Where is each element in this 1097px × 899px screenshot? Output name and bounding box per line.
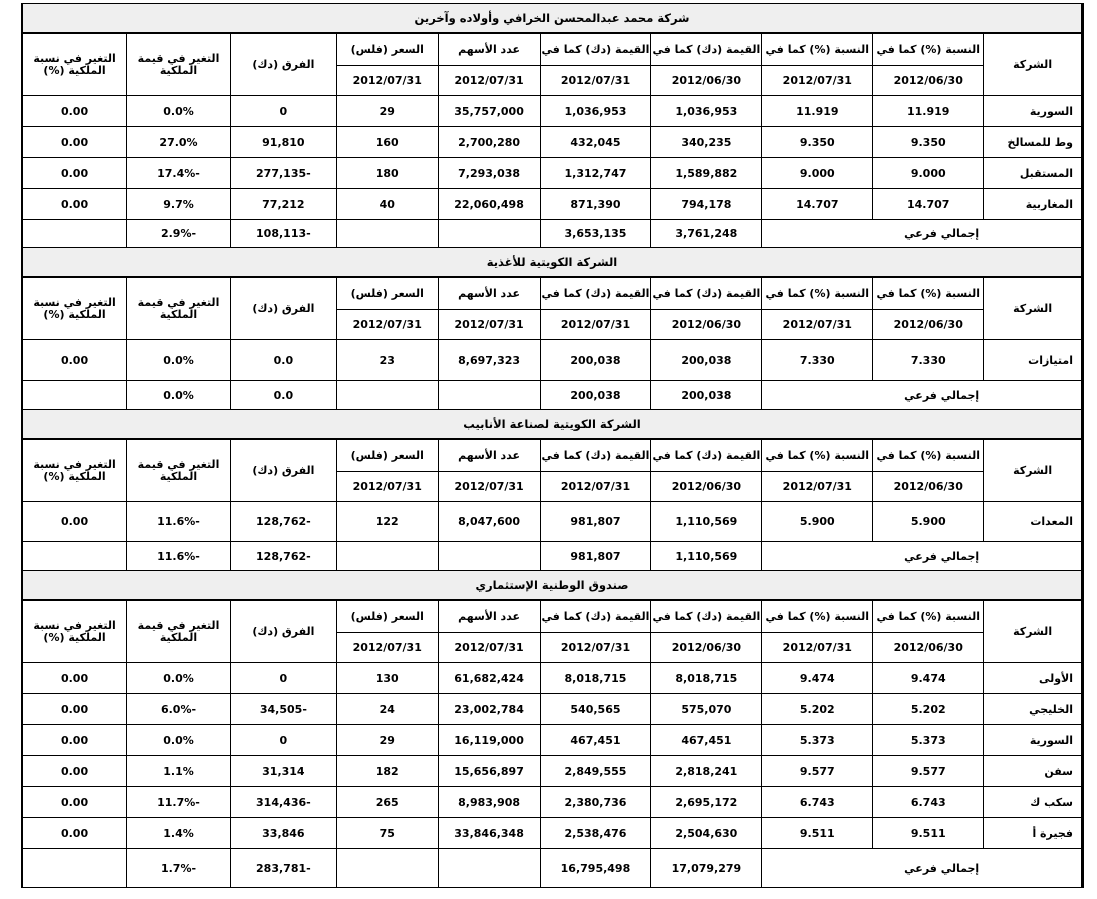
- date-jun: 2012/06/30: [873, 66, 984, 96]
- cell-pct-jul: 6.743: [762, 787, 873, 818]
- header-price: السعر (فلس): [336, 33, 438, 66]
- header-chg-pct: التغير في نسبة الملكية (%): [23, 33, 127, 96]
- subtotal-row: [23, 542, 1082, 571]
- cell-pct-jun: 9.000: [873, 158, 984, 189]
- cell-val-jul: 432,045: [540, 127, 651, 158]
- section-title-row: [23, 4, 1082, 34]
- cell-val-jun: 8,018,715: [651, 663, 762, 694]
- header-pct-jun: النسبة (%) كما في: [873, 600, 984, 633]
- subtotal-diff: -283,781: [230, 849, 336, 888]
- section-title: الشركة الكويتية لصناعة الأنابيب: [23, 410, 1082, 440]
- cell-chg-pct: 0.00: [23, 756, 127, 787]
- cell-chg-val: 0.0%: [127, 96, 231, 127]
- section-title: شركة محمد عبدالمحسن الخرافي وأولاده وآخرين: [23, 4, 1082, 34]
- cell-chg-pct: 0.00: [23, 502, 127, 542]
- cell-chg-pct: 0.00: [23, 340, 127, 381]
- cell-chg-pct: 0.00: [23, 127, 127, 158]
- header-price: السعر (فلس): [336, 439, 438, 472]
- date-jul: 2012/07/31: [438, 66, 540, 96]
- header-company: الشركة: [984, 600, 1082, 663]
- cell-pct-jul: 9.577: [762, 756, 873, 787]
- date-jul: 2012/07/31: [762, 472, 873, 502]
- header-val-jul: القيمة (دك) كما في: [540, 600, 651, 633]
- table-row: [23, 663, 1082, 694]
- table-row: [23, 96, 1082, 127]
- cell-chg-val: 0.0%: [127, 663, 231, 694]
- cell-val-jun: 1,110,569: [651, 502, 762, 542]
- subtotal-shares-empty: [438, 220, 540, 248]
- date-jul: 2012/07/31: [540, 310, 651, 340]
- cell-pct-jul: 9.000: [762, 158, 873, 189]
- table-row: [23, 756, 1082, 787]
- header-shares: عدد الأسهم: [438, 439, 540, 472]
- header-chg-val: التغير في قيمة الملكية: [127, 33, 231, 96]
- header-company: الشركة: [984, 439, 1082, 502]
- cell-diff: 91,810: [230, 127, 336, 158]
- header-pct-jun: النسبة (%) كما في: [873, 277, 984, 310]
- cell-val-jul: 981,807: [540, 502, 651, 542]
- cell-shares: 16,119,000: [438, 725, 540, 756]
- table-row: [23, 340, 1082, 381]
- header-company: الشركة: [984, 277, 1082, 340]
- cell-company: سكب ك: [984, 787, 1082, 818]
- date-jul: 2012/07/31: [438, 633, 540, 663]
- cell-chg-pct: 0.00: [23, 158, 127, 189]
- column-header-row: [23, 600, 1082, 633]
- cell-price: 265: [336, 787, 438, 818]
- cell-company: سفن: [984, 756, 1082, 787]
- header-val-jun: القيمة (دك) كما في: [651, 277, 762, 310]
- date-jul: 2012/07/31: [540, 66, 651, 96]
- cell-diff: 0: [230, 96, 336, 127]
- header-diff: الفرق (دك): [230, 33, 336, 96]
- table-row: [23, 158, 1082, 189]
- cell-shares: 2,700,280: [438, 127, 540, 158]
- cell-diff: 77,212: [230, 189, 336, 220]
- cell-val-jun: 575,070: [651, 694, 762, 725]
- subtotal-chg-pct-empty: [23, 542, 127, 571]
- table-row: [23, 787, 1082, 818]
- cell-pct-jun: 11.919: [873, 96, 984, 127]
- section-title-row: [23, 410, 1082, 440]
- header-chg-val: التغير في قيمة الملكية: [127, 277, 231, 340]
- cell-diff: -277,135: [230, 158, 336, 189]
- cell-shares: 8,697,323: [438, 340, 540, 381]
- cell-shares: 7,293,038: [438, 158, 540, 189]
- cell-chg-pct: 0.00: [23, 96, 127, 127]
- subtotal-diff: 0.0: [230, 381, 336, 410]
- subtotal-val-jul: 200,038: [540, 381, 651, 410]
- cell-company: امتيازات: [984, 340, 1082, 381]
- cell-pct-jul: 5.900: [762, 502, 873, 542]
- cell-price: 29: [336, 96, 438, 127]
- subtotal-label: إجمالي فرعي: [762, 381, 1082, 410]
- date-jun: 2012/06/30: [873, 310, 984, 340]
- subtotal-shares-empty: [438, 849, 540, 888]
- cell-pct-jun: 14.707: [873, 189, 984, 220]
- cell-company: وط للمسالخ: [984, 127, 1082, 158]
- cell-price: 180: [336, 158, 438, 189]
- subtotal-row: [23, 849, 1082, 888]
- cell-val-jul: 200,038: [540, 340, 651, 381]
- subtotal-diff: -108,113: [230, 220, 336, 248]
- cell-price: 23: [336, 340, 438, 381]
- cell-val-jul: 1,312,747: [540, 158, 651, 189]
- cell-company: السورية: [984, 725, 1082, 756]
- cell-val-jun: 467,451: [651, 725, 762, 756]
- cell-pct-jul: 9.350: [762, 127, 873, 158]
- subtotal-val-jul: 16,795,498: [540, 849, 651, 888]
- header-val-jul: القيمة (دك) كما في: [540, 33, 651, 66]
- cell-pct-jun: 9.350: [873, 127, 984, 158]
- cell-company: فجيرة أ: [984, 818, 1082, 849]
- subtotal-chg-pct-empty: [23, 849, 127, 888]
- cell-diff: 0.0: [230, 340, 336, 381]
- cell-val-jun: 200,038: [651, 340, 762, 381]
- table-row: [23, 818, 1082, 849]
- cell-price: 24: [336, 694, 438, 725]
- cell-diff: 33,846: [230, 818, 336, 849]
- ownership-report-sheet: [21, 3, 1084, 888]
- subtotal-shares-empty: [438, 381, 540, 410]
- date-jul: 2012/07/31: [762, 66, 873, 96]
- subtotal-row: [23, 381, 1082, 410]
- header-diff: الفرق (دك): [230, 277, 336, 340]
- cell-pct-jun: 9.577: [873, 756, 984, 787]
- header-chg-val: التغير في قيمة الملكية: [127, 600, 231, 663]
- section-title-row: [23, 571, 1082, 601]
- cell-shares: 33,846,348: [438, 818, 540, 849]
- cell-chg-pct: 0.00: [23, 787, 127, 818]
- date-jun: 2012/06/30: [651, 310, 762, 340]
- column-header-row: [23, 277, 1082, 310]
- cell-price: 122: [336, 502, 438, 542]
- subtotal-val-jul: 3,653,135: [540, 220, 651, 248]
- subtotal-label: إجمالي فرعي: [762, 542, 1082, 571]
- header-val-jul: القيمة (دك) كما في: [540, 439, 651, 472]
- cell-chg-val: 1.4%: [127, 818, 231, 849]
- date-jul: 2012/07/31: [762, 310, 873, 340]
- column-header-row: [23, 33, 1082, 66]
- date-jul: 2012/07/31: [540, 633, 651, 663]
- header-company: الشركة: [984, 33, 1082, 96]
- cell-shares: 15,656,897: [438, 756, 540, 787]
- cell-val-jun: 340,235: [651, 127, 762, 158]
- cell-val-jul: 467,451: [540, 725, 651, 756]
- subtotal-chg-pct-empty: [23, 220, 127, 248]
- cell-chg-val: 27.0%: [127, 127, 231, 158]
- date-jul: 2012/07/31: [336, 633, 438, 663]
- cell-val-jun: 2,818,241: [651, 756, 762, 787]
- cell-diff: 31,314: [230, 756, 336, 787]
- cell-shares: 8,983,908: [438, 787, 540, 818]
- cell-chg-pct: 0.00: [23, 694, 127, 725]
- cell-pct-jul: 9.511: [762, 818, 873, 849]
- date-jun: 2012/06/30: [651, 633, 762, 663]
- header-pct-jul: النسبة (%) كما في: [762, 439, 873, 472]
- date-jul: 2012/07/31: [438, 472, 540, 502]
- cell-company: المغاربية: [984, 189, 1082, 220]
- cell-diff: 0: [230, 725, 336, 756]
- cell-company: المعدات: [984, 502, 1082, 542]
- date-jul: 2012/07/31: [540, 472, 651, 502]
- subtotal-chg-val: -1.7%: [127, 849, 231, 888]
- table-row: [23, 127, 1082, 158]
- cell-chg-val: -6.0%: [127, 694, 231, 725]
- cell-chg-pct: 0.00: [23, 189, 127, 220]
- cell-shares: 22,060,498: [438, 189, 540, 220]
- date-jul: 2012/07/31: [438, 310, 540, 340]
- cell-pct-jun: 6.743: [873, 787, 984, 818]
- header-shares: عدد الأسهم: [438, 600, 540, 633]
- header-chg-pct: التغير في نسبة الملكية (%): [23, 439, 127, 502]
- cell-price: 75: [336, 818, 438, 849]
- cell-chg-val: 0.0%: [127, 340, 231, 381]
- cell-pct-jun: 5.202: [873, 694, 984, 725]
- cell-pct-jun: 7.330: [873, 340, 984, 381]
- header-val-jun: القيمة (دك) كما في: [651, 33, 762, 66]
- cell-shares: 8,047,600: [438, 502, 540, 542]
- cell-pct-jul: 5.202: [762, 694, 873, 725]
- subtotal-val-jul: 981,807: [540, 542, 651, 571]
- section-title: صندوق الوطنية الإستثماري: [23, 571, 1082, 601]
- subtotal-chg-pct-empty: [23, 381, 127, 410]
- date-jul: 2012/07/31: [762, 633, 873, 663]
- cell-shares: 23,002,784: [438, 694, 540, 725]
- cell-company: السورية: [984, 96, 1082, 127]
- header-diff: الفرق (دك): [230, 600, 336, 663]
- cell-price: 40: [336, 189, 438, 220]
- cell-pct-jun: 5.373: [873, 725, 984, 756]
- section-title-row: [23, 248, 1082, 278]
- cell-val-jul: 8,018,715: [540, 663, 651, 694]
- header-price: السعر (فلس): [336, 277, 438, 310]
- cell-val-jul: 1,036,953: [540, 96, 651, 127]
- header-val-jun: القيمة (دك) كما في: [651, 600, 762, 633]
- cell-price: 160: [336, 127, 438, 158]
- cell-pct-jun: 5.900: [873, 502, 984, 542]
- cell-pct-jul: 5.373: [762, 725, 873, 756]
- date-jun: 2012/06/30: [873, 472, 984, 502]
- cell-shares: 61,682,424: [438, 663, 540, 694]
- subtotal-chg-val: -2.9%: [127, 220, 231, 248]
- cell-chg-val: 9.7%: [127, 189, 231, 220]
- cell-chg-val: 0.0%: [127, 725, 231, 756]
- subtotal-price-empty: [336, 542, 438, 571]
- cell-chg-pct: 0.00: [23, 663, 127, 694]
- cell-val-jun: 794,178: [651, 189, 762, 220]
- cell-val-jul: 540,565: [540, 694, 651, 725]
- date-jun: 2012/06/30: [873, 633, 984, 663]
- section-title: الشركة الكويتية للأغذية: [23, 248, 1082, 278]
- table-row: [23, 725, 1082, 756]
- date-jul: 2012/07/31: [336, 310, 438, 340]
- subtotal-chg-val: 0.0%: [127, 381, 231, 410]
- subtotal-chg-val: -11.6%: [127, 542, 231, 571]
- header-pct-jun: النسبة (%) كما في: [873, 33, 984, 66]
- header-shares: عدد الأسهم: [438, 33, 540, 66]
- table-row: [23, 502, 1082, 542]
- cell-company: المستقبل: [984, 158, 1082, 189]
- header-pct-jun: النسبة (%) كما في: [873, 439, 984, 472]
- subtotal-price-empty: [336, 381, 438, 410]
- subtotal-shares-empty: [438, 542, 540, 571]
- cell-price: 130: [336, 663, 438, 694]
- cell-val-jul: 2,849,555: [540, 756, 651, 787]
- header-pct-jul: النسبة (%) كما في: [762, 33, 873, 66]
- header-pct-jul: النسبة (%) كما في: [762, 600, 873, 633]
- subtotal-diff: -128,762: [230, 542, 336, 571]
- cell-pct-jul: 11.919: [762, 96, 873, 127]
- subtotal-label: إجمالي فرعي: [762, 220, 1082, 248]
- date-jul: 2012/07/31: [336, 472, 438, 502]
- cell-pct-jul: 9.474: [762, 663, 873, 694]
- column-header-row: [23, 439, 1082, 472]
- cell-chg-pct: 0.00: [23, 725, 127, 756]
- cell-pct-jul: 7.330: [762, 340, 873, 381]
- header-pct-jul: النسبة (%) كما في: [762, 277, 873, 310]
- ownership-table: [22, 3, 1082, 888]
- cell-diff: -314,436: [230, 787, 336, 818]
- cell-pct-jun: 9.511: [873, 818, 984, 849]
- cell-val-jul: 2,538,476: [540, 818, 651, 849]
- cell-chg-val: 1.1%: [127, 756, 231, 787]
- cell-price: 182: [336, 756, 438, 787]
- subtotal-val-jun: 1,110,569: [651, 542, 762, 571]
- date-jun: 2012/06/30: [651, 472, 762, 502]
- header-price: السعر (فلس): [336, 600, 438, 633]
- date-jul: 2012/07/31: [336, 66, 438, 96]
- subtotal-price-empty: [336, 220, 438, 248]
- subtotal-row: [23, 220, 1082, 248]
- cell-diff: -34,505: [230, 694, 336, 725]
- subtotal-price-empty: [336, 849, 438, 888]
- cell-val-jul: 2,380,736: [540, 787, 651, 818]
- table-row: [23, 694, 1082, 725]
- header-diff: الفرق (دك): [230, 439, 336, 502]
- cell-company: الأولى: [984, 663, 1082, 694]
- cell-val-jun: 1,589,882: [651, 158, 762, 189]
- header-val-jul: القيمة (دك) كما في: [540, 277, 651, 310]
- cell-company: الخليجي: [984, 694, 1082, 725]
- subtotal-label: إجمالي فرعي: [762, 849, 1082, 888]
- header-shares: عدد الأسهم: [438, 277, 540, 310]
- subtotal-val-jun: 200,038: [651, 381, 762, 410]
- subtotal-val-jun: 3,761,248: [651, 220, 762, 248]
- cell-chg-val: -11.6%: [127, 502, 231, 542]
- cell-val-jun: 1,036,953: [651, 96, 762, 127]
- subtotal-val-jun: 17,079,279: [651, 849, 762, 888]
- cell-pct-jun: 9.474: [873, 663, 984, 694]
- header-chg-val: التغير في قيمة الملكية: [127, 439, 231, 502]
- cell-val-jun: 2,504,630: [651, 818, 762, 849]
- cell-diff: 0: [230, 663, 336, 694]
- cell-pct-jul: 14.707: [762, 189, 873, 220]
- cell-shares: 35,757,000: [438, 96, 540, 127]
- cell-price: 29: [336, 725, 438, 756]
- cell-chg-val: -17.4%: [127, 158, 231, 189]
- cell-chg-pct: 0.00: [23, 818, 127, 849]
- date-jun: 2012/06/30: [651, 66, 762, 96]
- cell-diff: -128,762: [230, 502, 336, 542]
- header-chg-pct: التغير في نسبة الملكية (%): [23, 277, 127, 340]
- cell-val-jun: 2,695,172: [651, 787, 762, 818]
- header-chg-pct: التغير في نسبة الملكية (%): [23, 600, 127, 663]
- header-val-jun: القيمة (دك) كما في: [651, 439, 762, 472]
- cell-val-jul: 871,390: [540, 189, 651, 220]
- cell-chg-val: -11.7%: [127, 787, 231, 818]
- table-row: [23, 189, 1082, 220]
